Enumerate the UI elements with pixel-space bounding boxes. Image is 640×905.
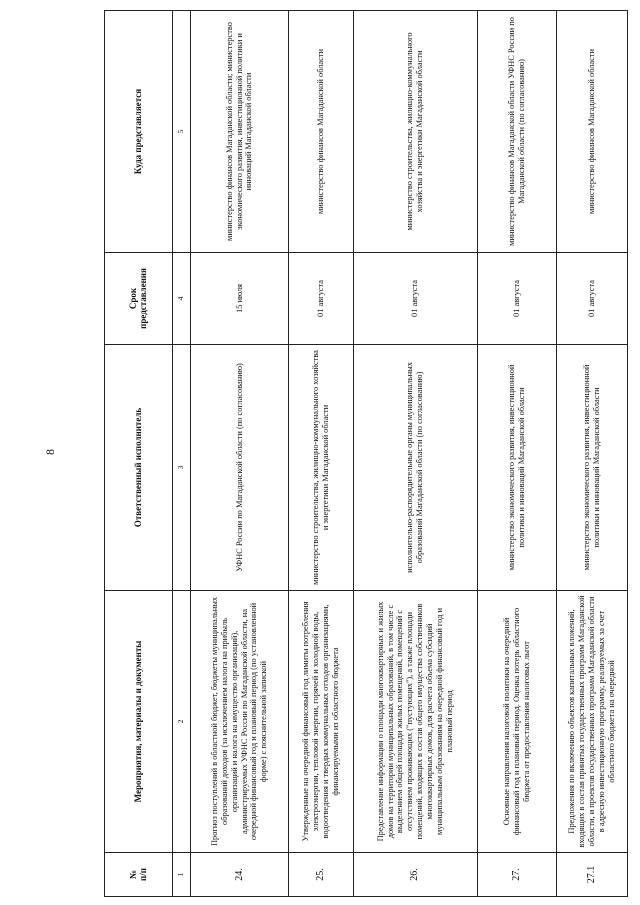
- table-row: [353, 11, 477, 897]
- row-number: 27.1: [557, 853, 628, 897]
- row-activity: Предложения по включению объектов капитальных вложений, входящих в состав принятых государственных программ Магаданской области, и проектов государственных программ Магаданской области в адресную инвестиционную программу, реализуемых за счет областного бюджета на очередной: [557, 591, 628, 853]
- row-number: 26.: [353, 853, 477, 897]
- row-executor: министерство строительства, жилищно-коммунального хозяйства и энергетики Магаданской области: [289, 345, 353, 591]
- page-number: 8: [43, 449, 57, 455]
- table-container: [104, 11, 628, 897]
- row-destination: министерство финансов Магаданской области: [557, 11, 628, 253]
- row-destination: министерство финансов Магаданской области УФНС России по Магаданской области (по согласованию): [477, 11, 556, 253]
- rotated-table-box: [104, 11, 628, 897]
- header-destination: Куда представляется: [105, 11, 173, 253]
- row-destination: министерство финансов Магаданской области: [289, 11, 353, 253]
- row-executor: министерство экономического развития, инвестиционной политики и инноваций Магаданской области: [557, 345, 628, 591]
- row-activity: Утвержденные на очередной финансовый год лимиты потребления электроэнергии, тепловой энергии, горячей и холодной воды, водоотведения и твердых коммунальных отходов организациями, финансируемыми из областного бюджета: [289, 591, 353, 853]
- row-executor: исполнительно-распорядительные органы муниципальных образований Магаданской области (по согласованию): [353, 345, 477, 591]
- row-number: 24.: [190, 853, 289, 897]
- row-deadline: 01 августа: [557, 253, 628, 345]
- header-activity: Мероприятия, материалы и документы: [105, 591, 173, 853]
- row-deadline: 01 августа: [289, 253, 353, 345]
- column-number: 3: [172, 345, 190, 591]
- row-activity: Основные направления налоговой политики на очередной финансовый год и плановый период. Оценка потерь областного бюджета от предоставления налоговых льгот: [477, 591, 556, 853]
- header-executor: Ответственный исполнитель: [105, 345, 173, 591]
- table-row: [477, 11, 556, 897]
- row-destination: министерство финансов Магаданской области; министерство экономического развития, инвестиционной политики и инноваций Магаданской области: [190, 11, 289, 253]
- row-destination: министерство строительства, жилищно-коммунального хозяйства и энергетики Магаданской области: [353, 11, 477, 253]
- plan-table: [104, 10, 628, 897]
- row-executor: министерство экономического развития, инвестиционной политики и инноваций Магаданской области: [477, 345, 556, 591]
- row-number: 25.: [289, 853, 353, 897]
- row-activity: Прогноз поступлений в областной бюджет, бюджеты муниципальных образований доходов (за исключением налога на прибыль организаций и налога на имущество организаций), администрируемых УФНС России по Магаданской области, на очередной финансовый год и плановый период (по установленной форме) с пояснительной запиской: [190, 591, 289, 853]
- row-deadline: 01 августа: [353, 253, 477, 345]
- table-row: [190, 11, 289, 897]
- column-number: 5: [172, 11, 190, 253]
- table-row: [289, 11, 353, 897]
- row-deadline: 15 июля: [190, 253, 289, 345]
- column-number: 1: [172, 853, 190, 897]
- row-executor: УФНС России по Магаданской области (по согласованию): [190, 345, 289, 591]
- table-row: [557, 11, 628, 897]
- table-header-row: [105, 11, 173, 897]
- column-number: 2: [172, 591, 190, 853]
- row-deadline: 01 августа: [477, 253, 556, 345]
- header-deadline: Срок представления: [105, 253, 173, 345]
- column-number-row: [172, 11, 190, 897]
- row-activity: Представление информации о площади многоквартирных и жилых домов на территории муниципальных образований, в том числе с выделением общей площади жилых помещений, помещений с отсутствием проживающих ("пустующих"), а также площади помещений, входящих в состав общего имущества собственников многоквартирных домов, для расчета объема субсидий муниципальным образованиям на очередной финансовый год и плановый период: [353, 591, 477, 853]
- column-number: 4: [172, 253, 190, 345]
- row-number: 27.: [477, 853, 556, 897]
- header-num: № п/п: [105, 853, 173, 897]
